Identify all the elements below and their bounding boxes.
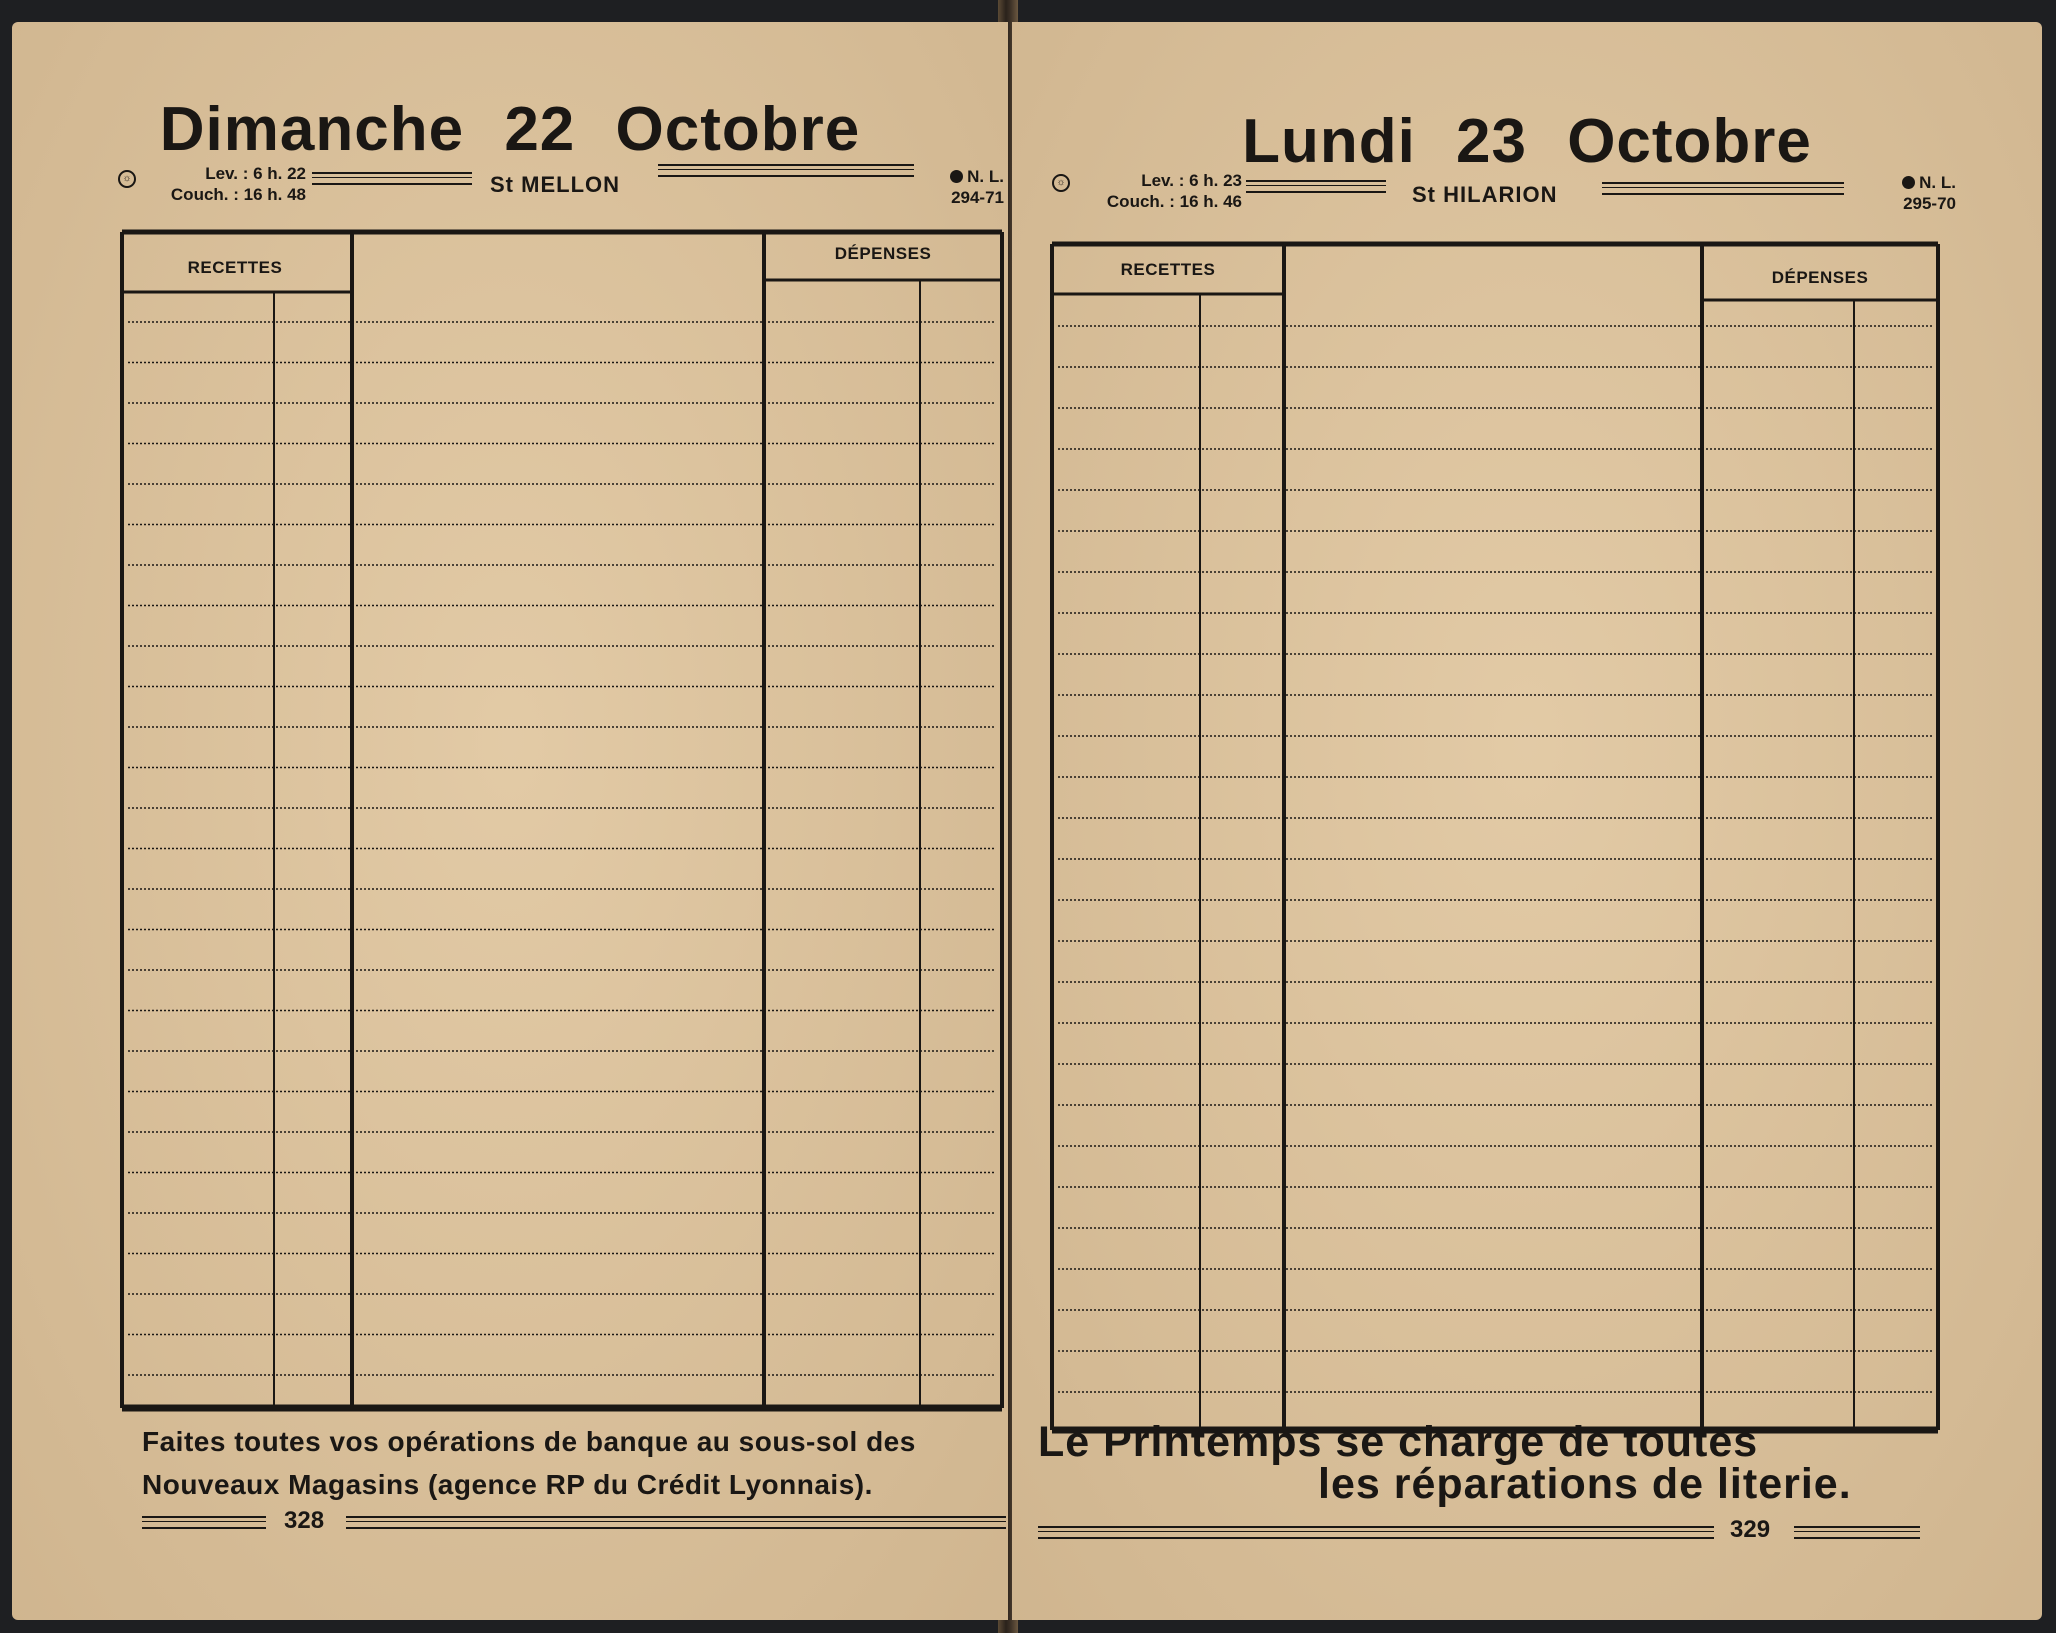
left-footer-ad [142,1420,916,1506]
left-saint-name: MELLON [521,172,621,197]
right-expenses-header: DÉPENSES [1771,268,1869,287]
right-saint-prefix: St [1412,182,1436,207]
right-ledger-grid [1012,22,2042,1442]
left-page-title: Dimanche 22 Octobre [159,95,861,164]
sun-icon: ☼ [118,170,136,188]
left-sunset: Couch. : 16 h. 48 [170,185,306,204]
sun-icon: ☼ [1052,174,1070,192]
left-income-header: RECETTES [187,258,283,277]
left-day-count: 294-71 [951,188,1004,207]
right-income-header: RECETTES [1120,260,1216,279]
right-sunset: Couch. : 16 h. 46 [1106,192,1242,211]
right-footer-rule-1 [1038,1526,1714,1539]
right-footer-line-2: les réparations de literie. [1318,1460,1852,1508]
left-page-number: 328 [284,1507,325,1534]
right-day-count: 295-70 [1903,194,1956,213]
right-page-number: 329 [1730,1516,1771,1543]
left-ledger-grid [12,22,1008,1422]
right-page-title: Lundi 23 Octobre [1242,107,1812,176]
left-expenses-header: DÉPENSES [834,244,932,263]
right-footer-rule-2 [1794,1526,1920,1539]
left-footer-line-2: Nouveaux Magasins (agence RP du Crédit Lyonnais). [142,1469,873,1500]
right-footer-line-1: Le Printemps se charge de toutes [1038,1418,1759,1466]
right-saint-name: HILARION [1443,182,1558,207]
right-page [1012,22,2042,1620]
right-moon-phase: N. L. [1919,173,1956,192]
left-moon-phase: N. L. [967,167,1004,186]
left-saint-prefix: St [490,172,514,197]
left-sunrise: Lev. : 6 h. 22 [205,164,306,183]
left-footer-line-1: Faites toutes vos opérations de banque au sous-sol des [142,1426,916,1457]
right-sunrise: Lev. : 6 h. 23 [1141,171,1242,190]
left-footer-rule-1 [142,1516,266,1529]
left-page [12,22,1008,1620]
left-footer-rule-2 [346,1516,1006,1529]
